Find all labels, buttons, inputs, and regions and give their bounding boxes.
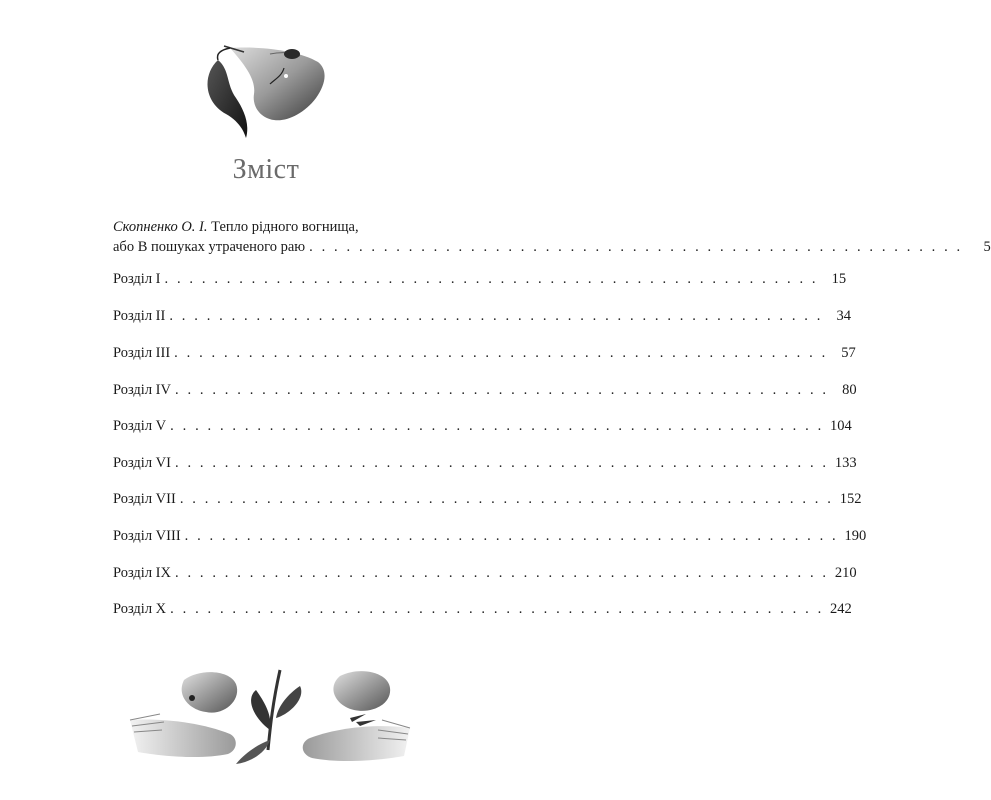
toc-entry-chapter-10[interactable] [113, 599, 852, 619]
dot-leader: . . . . . . . . . . . . . . . . . . . . . . . . . . . . . . . . . . . . . . . . . . . . . . . . . . . . . [170, 601, 824, 617]
toc-entry-label: Розділ VIII [113, 528, 181, 544]
toc-entry-chapter-4[interactable] [113, 380, 857, 400]
toc-entry-chapter-5[interactable] [113, 416, 852, 436]
toc-entry-label: Розділ VII [113, 491, 176, 507]
dot-leader: . . . . . . . . . . . . . . . . . . . . . . . . . . . . . . . . . . . . . . . . . . . . . . . . . . . . . [175, 565, 829, 581]
toc-entry-label: Розділ X [113, 601, 167, 617]
toc-entry-title-line1: Тепло рідного вогнища, [211, 219, 359, 235]
toc-entry-page: 34 [836, 308, 851, 324]
toc-entry-label: Розділ IX [113, 565, 171, 581]
dot-leader: . . . . . . . . . . . . . . . . . . . . . . . . . . . . . . . . . . . . . . . . . . . . . . . . . . . . . [170, 418, 824, 434]
toc-entry-page: 57 [841, 345, 856, 361]
toc-entry-chapter-2[interactable] [113, 306, 851, 326]
toc-entry-label: Розділ V [113, 418, 167, 434]
toc-entry-chapter-9[interactable] [113, 563, 857, 583]
toc-entry-label: Розділ II [113, 308, 166, 324]
toc-entry-chapter-3[interactable] [113, 343, 856, 363]
dot-leader: . . . . . . . . . . . . . . . . . . . . . . . . . . . . . . . . . . . . . . . . . . . . . . . . . . . . . [164, 271, 819, 287]
toc-entry-page: 104 [830, 418, 852, 434]
toc-entry-page: 133 [834, 455, 857, 471]
toc-entry-page: 80 [842, 382, 857, 398]
toc-entry-label: Розділ VI [113, 455, 171, 471]
toc-entry-page: 190 [844, 528, 867, 544]
pear-leaf-ornament-icon [200, 40, 340, 145]
toc-entry-introduction[interactable] [113, 217, 991, 257]
dot-leader: . . . . . . . . . . . . . . . . . . . . . . . . . . . . . . . . . . . . . . . . . . . . . . . . . . . . . [175, 382, 829, 398]
toc-entry-page: 5 [983, 239, 991, 255]
dot-leader: . . . . . . . . . . . . . . . . . . . . . . . . . . . . . . . . . . . . . . . . . . . . . . . . . . . . . [169, 308, 823, 324]
toc-entry-label: Розділ IV [113, 382, 171, 398]
toc-entry-page: 15 [831, 271, 847, 287]
page-title: Зміст [232, 154, 300, 185]
toc-entry-title-line2: або В пошуках утраченого раю [113, 239, 306, 255]
toc-entry-label: Розділ I [113, 271, 161, 287]
toc-entry-author: Скопненко О. І. [113, 219, 208, 235]
toc-entry-label: Розділ III [113, 345, 171, 361]
toc-entry-page: 210 [834, 565, 857, 581]
dot-leader: . . . . . . . . . . . . . . . . . . . . . . . . . . . . . . . . . . . . . . . . . . . . . . . . . . . . . [179, 491, 834, 507]
dot-leader: . . . . . . . . . . . . . . . . . . . . . . . . . . . . . . . . . . . . . . . . . . . . . . . . . . . . . [309, 239, 963, 255]
toc-entry-chapter-6[interactable] [113, 453, 857, 473]
hands-flowers-ornament-icon [120, 660, 420, 770]
toc-entry-chapter-8[interactable] [113, 526, 867, 546]
dot-leader: . . . . . . . . . . . . . . . . . . . . . . . . . . . . . . . . . . . . . . . . . . . . . . . . . . . . . [184, 528, 839, 544]
toc-entry-page: 242 [830, 601, 852, 617]
toc-entry-chapter-1[interactable] [113, 269, 847, 289]
dot-leader: . . . . . . . . . . . . . . . . . . . . . . . . . . . . . . . . . . . . . . . . . . . . . . . . . . . . . [174, 345, 828, 361]
toc-entry-page: 152 [839, 491, 862, 507]
dot-leader: . . . . . . . . . . . . . . . . . . . . . . . . . . . . . . . . . . . . . . . . . . . . . . . . . . . . . [175, 455, 829, 471]
toc-entry-chapter-7[interactable] [113, 489, 862, 509]
